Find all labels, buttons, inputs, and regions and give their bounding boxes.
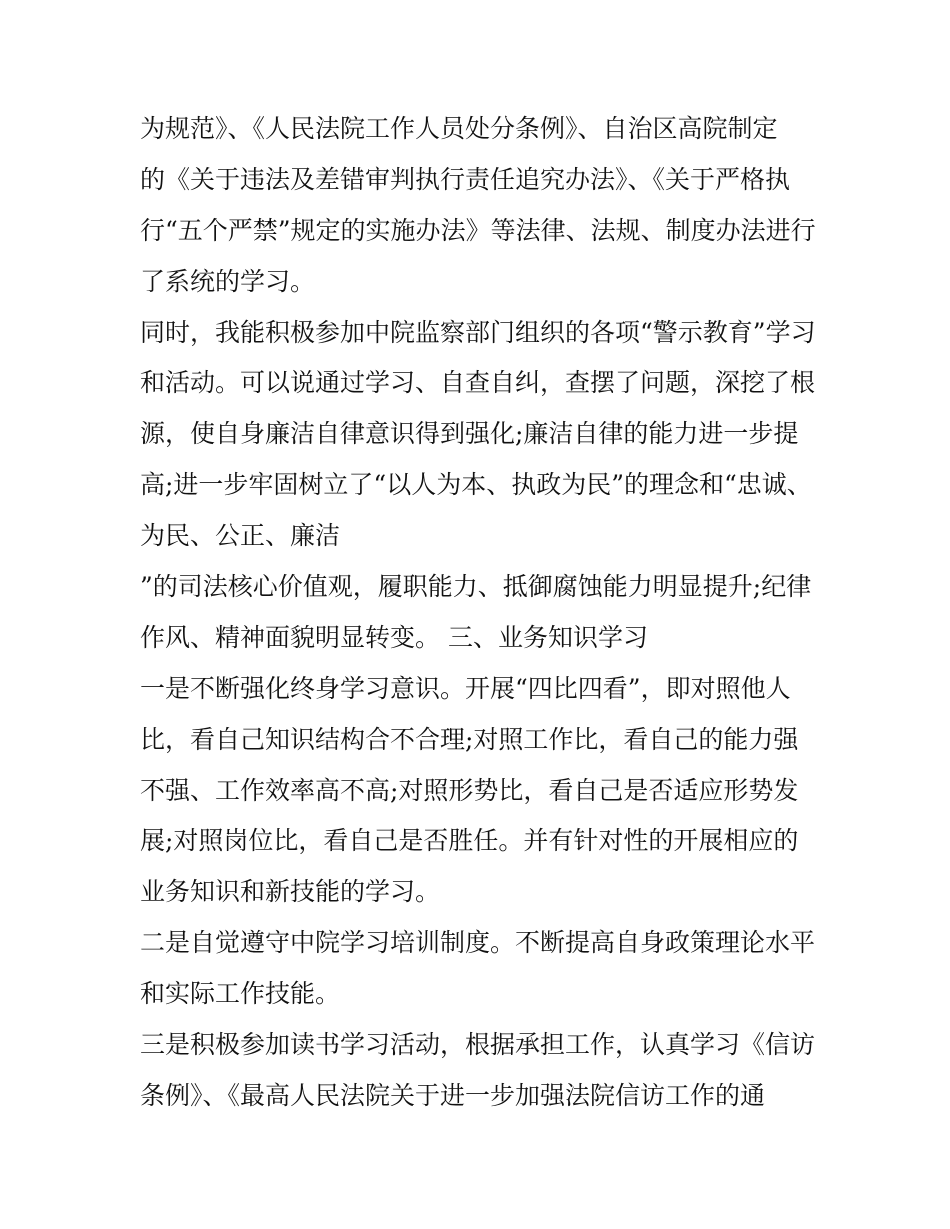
text-line: 同时，我能积极参加中院监察部门组织的各项“警示教育”学习 (140, 317, 816, 347)
text-line: ”的司法核心价值观，履职能力、抵御腐蚀能力明显提升;纪律 (140, 572, 812, 602)
text-line: 为民、公正、廉洁 (140, 521, 341, 551)
text-line: 源，使自身廉洁自律意识得到强化;廉洁自律的能力进一步提 (140, 419, 799, 449)
text-line: 了系统的学习。 (140, 266, 316, 296)
text-line: 作风、精神面貌明显转变。 三、业务知识学习 (140, 622, 648, 652)
text-line: 比，看自己知识结构合不合理;对照工作比，看自己的能力强 (140, 724, 799, 754)
text-line: 展;对照岗位比，看自己是否胜任。并有针对性的开展相应的 (140, 826, 799, 856)
text-line: 业务知识和新技能的学习。 (140, 877, 441, 907)
text-line: 为规范》、《人民法院工作人员处分条例》、自治区高院制定 (140, 114, 778, 143)
text-line: 条例》、《最高人民法院关于进一步加强法院信访工作的通 (140, 1080, 766, 1110)
document-body (140, 104, 830, 1122)
text-line: 和实际工作技能。 (140, 979, 341, 1009)
text-line: 一是不断强化终身学习意识。开展“四比四看”，即对照他人 (140, 673, 791, 703)
text-line: 行“五个严禁”规定的实施办法》等法律、法规、制度办法进行 (140, 215, 816, 245)
text-line: 二是自觉遵守中院学习培训制度。不断提高自身政策理论水平 (140, 928, 816, 958)
text-line: 和活动。可以说通过学习、自查自纠，查摆了问题，深挖了根 (140, 368, 816, 398)
text-line: 不强、工作效率高不高;对照形势比，看自己是否适应形势发 (140, 775, 799, 805)
text-line: 的《关于违法及差错审判执行责任追究办法》、《关于严格执 (140, 164, 791, 194)
text-line: 三是积极参加读书学习活动，根据承担工作，认真学习《信访 (140, 1030, 816, 1060)
text-line: 高;进一步牢固树立了“以人为本、执政为民”的理念和“忠诚、 (140, 470, 812, 500)
